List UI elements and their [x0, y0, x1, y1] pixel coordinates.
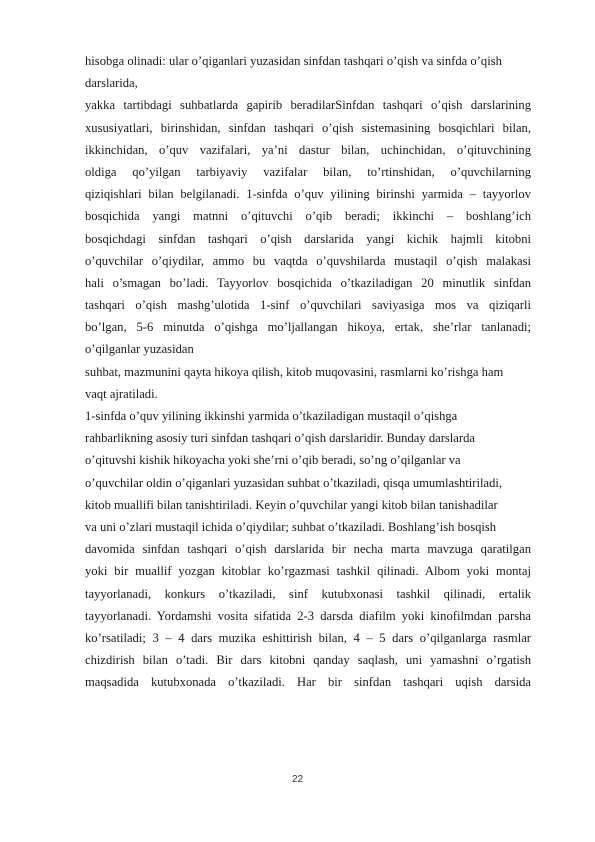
text-line: suhbat, mazmunini qayta hikoya qilish, kitob muqovasini, rasmlarni ko’rishga ham — [85, 364, 504, 379]
text-line: rahbarlikning asosiy turi sinfdan tashqari o’qish darslaridir. Bunday darslarda — [85, 431, 475, 446]
text-line: kitob muallifi bilan tanishtiriladi. Keyin o’quvchilar yangi kitob bilan tanishadilar — [85, 497, 498, 512]
text-line: ikkinchidan, o’quv vazifalari, ya’ni dastur bilan, uchinchidan, o’qituvchining — [85, 142, 531, 157]
text-line: vaqt ajratiladi. — [85, 386, 158, 401]
text-line: hali o’smagan bo’ladi. Tayyorlov bosqichida o’tkaziladigan 20 minutlik sinfdan — [85, 275, 531, 290]
text-line: o’qituvshi kishik hikoyacha yoki she’rni o’qib beradi, so’ng o’qilganlar va — [85, 453, 461, 468]
text-line: oldiga qo’yilgan tarbiyaviy vazifalar bilan, to’rtinshidan, o’quvchilarning — [85, 164, 531, 179]
text-line: darslarida, — [85, 76, 138, 91]
page-number: 22 — [291, 774, 304, 785]
text-line: bo’lgan, 5-6 minutda o’qishga mo’ljallangan hikoya, ertak, she’rlar tanlanadi; — [85, 320, 531, 335]
text-line: o’quvchilar o’qiydilar, ammo bu vaqtda o’quvshilarda mustaqil o’qish malakasi — [85, 253, 531, 268]
text-line: chizdirish bilan o’tadi. Bir dars kitobni qanday saqlash, uni yamashni o’rgatish — [85, 653, 531, 668]
text-line: bosqichdagi sinfdan tashqari o’qish darslarida yangi kichik hajmli kitobni — [85, 231, 531, 246]
text-line: 1-sinfda o’quv yilining ikkinshi yarmida o’tkaziladigan mustaqil o’qishga — [85, 409, 458, 423]
text-line: xususiyatlari, birinshidan, sinfdan tashqari o’qish sistemasining bosqichlari bilan, — [85, 120, 531, 135]
text-line: davomida sinfdan tashqari o’qish darslarida bir necha marta mavzuga qaratilgan — [85, 542, 531, 557]
text-line: tayyorlanadi. Yordamshi vosita sifatida 2-3 darsda diafilm yoki kinofilmdan parsha — [85, 608, 531, 623]
text-line: yakka tartibdagi suhbatlarda gapirib beradilarSinfdan tashqari o’qish darslarining — [85, 98, 531, 113]
text-line: yoki bir muallif yozgan kitoblar ko’rgazmasi tashkil qilinadi. Albom yoki montaj — [85, 564, 531, 579]
text-line: tayyorlanadi, konkurs o’tkaziladi, sinf kutubxonasi tashkil qilinadi, ertalik — [85, 586, 531, 601]
text-line: o’quvchilar oldin o’qiganlari yuzasidan suhbat o’tkaziladi, qisqa umumlashtiriladi, — [85, 475, 503, 490]
text-line: o’qilganlar yuzasidan — [85, 342, 194, 357]
document-body — [85, 50, 531, 693]
text-line: ko’rsatiladi; 3 – 4 dars muzika eshittirish bilan, 4 – 5 dars o’qilganlarga rasmlar — [85, 630, 531, 645]
text-line: hisobga olinadi: ular o’qiganlari yuzasidan sinfdan tashqari o’qish va sinfda o’qish — [85, 54, 502, 68]
text-line: maqsadida kutubxonada o’tkaziladi. Har bir sinfdan tashqari uqish darsida — [85, 675, 531, 690]
text-line: qiziqishlari bilan belgilanadi. 1-sinfda o’quv yilining birinshi yarmida – tayyorlov — [85, 187, 531, 202]
text-line: bosqichida yangi matnni o’qituvchi o’qib beradi; ikkinchi – boshlang’ich — [85, 209, 531, 224]
text-line: va uni o’zlari mustaqil ichida o’qiydilar; suhbat o’tkaziladi. Boshlang’ish bosqish — [85, 519, 497, 534]
text-line: tashqari o’qish mashg’ulotida 1-sinf o’quvchilari saviyasiga mos va qiziqarli — [85, 298, 531, 313]
